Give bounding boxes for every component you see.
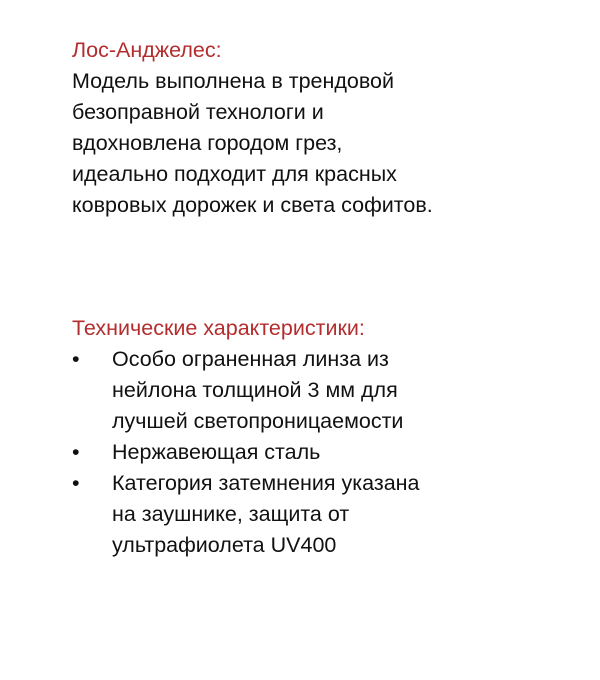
specs-section — [72, 313, 572, 561]
section-title: Технические характеристики: — [72, 316, 365, 340]
text-line: Модель выполнена в трендовой — [72, 69, 395, 93]
description-section — [72, 35, 572, 221]
list-item — [72, 344, 572, 437]
list-item — [72, 437, 572, 468]
text-line: Особо ограненная линза из — [112, 347, 389, 371]
bullet-icon: • — [72, 471, 80, 495]
text-line: на заушнике, защита от — [112, 502, 350, 526]
description-text — [72, 66, 572, 221]
text-line: вдохновлена городом грез, — [72, 131, 343, 155]
text-line: лучшей светопроницаемости — [112, 409, 404, 433]
text-line: Категория затемнения указана — [112, 471, 420, 495]
specs-list — [72, 344, 572, 561]
text-line: идеально подходит для красных — [72, 162, 397, 186]
text-line: нейлона толщиной 3 мм для — [112, 378, 398, 402]
text-line: безоправной технологи и — [72, 100, 324, 124]
text-line: ковровых дорожек и света софитов. — [72, 193, 433, 217]
bullet-icon: • — [72, 440, 80, 464]
text-line: ультрафиолета UV400 — [112, 533, 337, 557]
bullet-icon: • — [72, 347, 80, 371]
section-title: Лос-Анджелес: — [72, 38, 222, 62]
text-line: Нержавеющая сталь — [112, 440, 321, 464]
list-item — [72, 468, 572, 561]
